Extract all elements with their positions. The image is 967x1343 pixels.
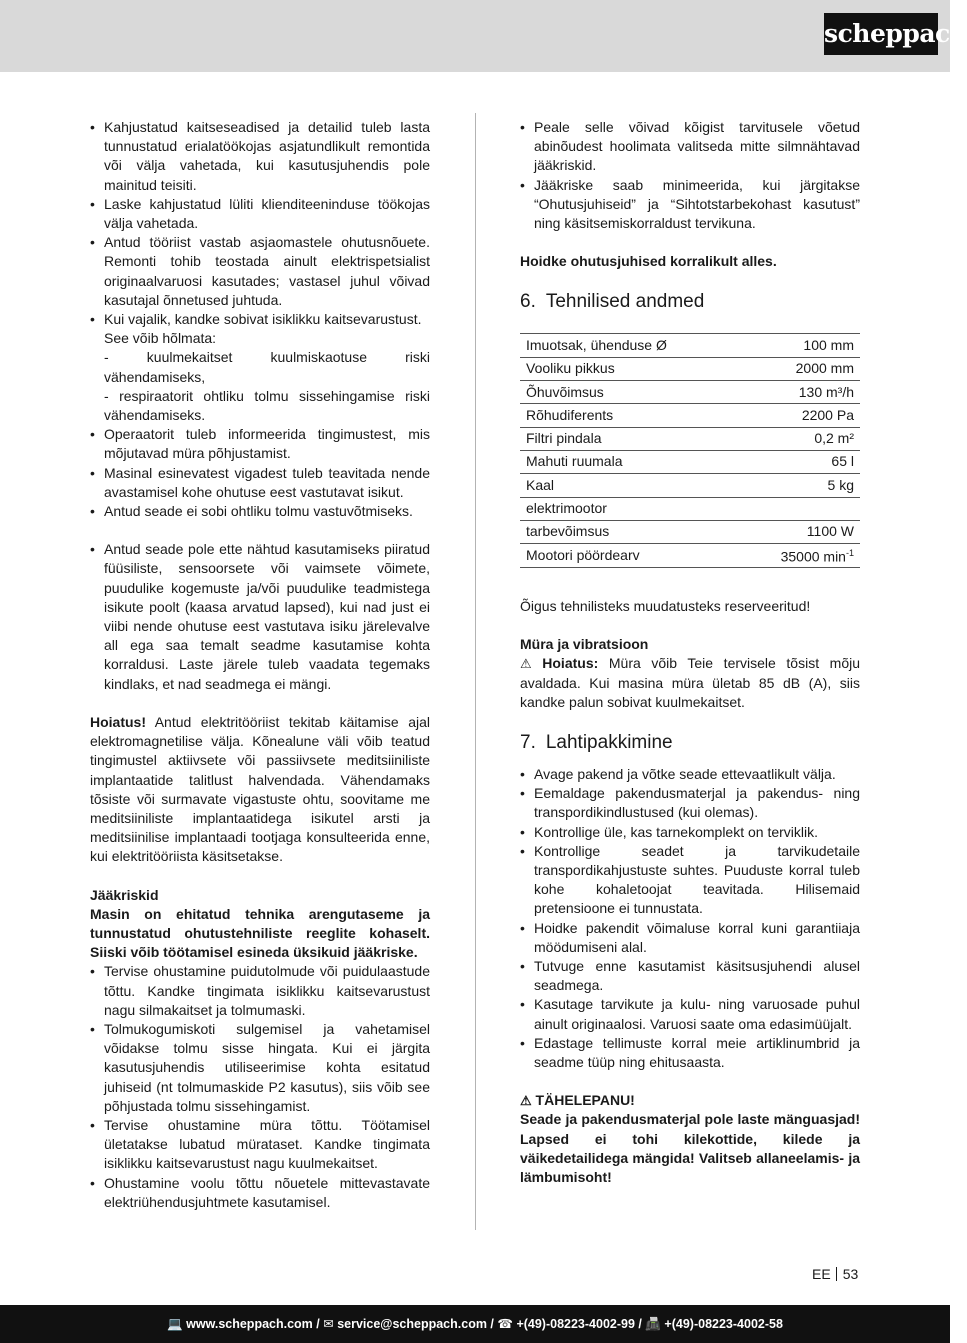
list-item: • Kontrollige seadet ja tarvikudetaile transpordikahjustuste suhtes. Puuduste korral tuleb kohe kohaletoojat teavitada. Hilisemaid pretensioone ei tunnustata. <box>520 842 860 919</box>
table-row: Vooliku pikkus 2000 mm <box>520 357 860 380</box>
section-7-heading: 7. Lahtipakkimine <box>520 731 673 753</box>
attention-title: ⚠ TÄHELEPANU! <box>520 1091 860 1110</box>
table-row: Imuotsak, ühenduse Ø 100 mm <box>520 334 860 357</box>
right-column <box>520 118 860 1187</box>
list-item: • Avage pakend ja võtke seade ettevaatlikult välja. <box>520 765 860 784</box>
keep-instructions-notice: Hoidke ohutusjuhised korralikult alles. <box>520 253 777 270</box>
column-divider <box>475 113 476 1230</box>
fax-icon: 📠 <box>645 1317 661 1331</box>
emf-warning <box>90 713 430 867</box>
scheppach-logo: scheppach <box>824 13 938 55</box>
unpacking-bullets <box>520 765 860 1072</box>
noise-title: Müra ja vibratsioon <box>520 636 649 653</box>
list-item: • Ohustamine voolu tõttu nõuetele mittevastavate elektriühendusjuhtmete kasutamisel. <box>90 1174 430 1212</box>
list-item: • Hoidke pakendit võimaluse korral kuni garantiiaja möödumiseni alal. <box>520 919 860 957</box>
list-item: • Antud seade pole ette nähtud kasutamiseks piiratud füüsiliste, sensoorsete või vaimsete võimete, puudulike kogemuste ja/või puudulike teadmistega isikute poolt (kaasa arvatud lapsed), kui nad just ei viibi nende ohutuse eest vastutava isiku järelevalve all ega saa temalt seadme kasutamise kohta korraldusi. Laste järele tuleb vaadata tegemaks kindlaks, et nad seadmega ei mängi. <box>90 540 430 694</box>
table-row: elektrimootor <box>520 497 860 520</box>
table-row: Mootori pöördearv 35000 $\min^{-1}$ <box>520 544 860 568</box>
spec-table <box>520 333 860 568</box>
list-item: • Kasutage tarvikute ja kulu- ning varuosade puhul ainult originaalosi. Varuosi saate oma edasimüüjalt. <box>520 995 860 1033</box>
rights-notice: Õigus tehnilisteks muudatusteks reserveeritud! <box>520 597 811 614</box>
persons-bullet <box>90 540 430 694</box>
list-item: • Kahjustatud kaitseseadised ja detailid tuleb lasta tunnustatud erialatöökojas asjatundlikult remontida või välja vahetada, kui kasutusjuhendis pole mainitud teisiti. <box>90 118 430 195</box>
footer-email[interactable]: service@scheppach.com <box>337 1317 487 1331</box>
ppe-line: - kuulmekaitset kuulmiskaotuse riski vähendamiseks, <box>104 349 430 385</box>
list-item: • Antud seade ei sobi ohtliku tolmu vastuvõtmiseks. <box>90 502 430 521</box>
table-row: Filtri pindala 0,2 m² <box>520 427 860 450</box>
residual-risks-bullets <box>90 962 430 1212</box>
list-item: • Tervise ohustamine müra tõttu. Töötamisel ületatakse lubatud mürataset. Kandke tingimata isiklikku kaitsevarustust nagu kuulmekaitset. <box>90 1116 430 1174</box>
table-row: Mahuti ruumala 65 l <box>520 450 860 473</box>
list-item: • Edastage tellimuste korral meie artiklinumbrid ja seadme tüüp ning ehitusaasta. <box>520 1034 860 1072</box>
list-item: • Antud tööriist vastab asjaomastele ohutusnõuete. Remonti tohib teostada ainult elektrispetsialist originaalvaruosi kasutades; vastasel juhul võivad kasutajal õnnetused juhtuda. <box>90 233 430 310</box>
page-number: EE 53 <box>812 1266 859 1282</box>
warning-label: Hoiatus! <box>90 713 146 730</box>
table-row: Rõhudiferents 2200 Pa <box>520 404 860 427</box>
list-item: • Eemaldage pakendusmaterjal ja pakendus- ning transpordikindlustused (kui olemas). <box>520 784 860 822</box>
warning-text: Antud elektritööriist tekitab käitamise ajal elektromagnetilise välja. Kõnealune väli võib teatud tingimustel aktiivsete või passiivsete meditsiiniliste implantaatide talitlust halvendada. Vähendamaks tõsiste või surmavate vigastuste ohtu, soovitame me meditsiiniliste implantaatidega isikutel arsti ja meditsiinilise implantaadi tootjaga konsulteerida enne, kui elektritööriista käsitsetakse. <box>90 713 430 865</box>
mail-icon: ✉ <box>323 1317 334 1331</box>
attention-text: Seade ja pakendusmaterjal pole laste mänguasjad! Lapsed ei tohi kilekottide, kilede ja väikedetailidega mängida! Valitseb allaneelamis- ja lämbumisoht! <box>520 1111 860 1186</box>
computer-icon: 💻 <box>167 1317 183 1331</box>
list-item: • Jääkriske saab minimeerida, kui järgitakse “Ohutusjuhiseid” ja “Sihtotstarbekohast kasutust” ning käsitsemiskorraldust tervikuna. <box>520 176 860 234</box>
table-row: Kaal 5 kg <box>520 474 860 497</box>
list-item: • Operaatorit tuleb informeerida tingimustest, mis mõjutavad müra põhjustamist. <box>90 425 430 463</box>
residual-risks-intro: Masin on ehitatud tehnika arengutaseme ja tunnustatud ohutustehniliste reeglite kohaselt. Siiski võib töötamisel esineda üksikuid jääkriske. <box>90 905 430 961</box>
section-6-heading: 6. Tehnilised andmed <box>520 291 705 313</box>
list-item: • Tervise ohustamine puidutolmude või puidulaastude tõttu. Kandke tingimata isiklikku kaitsevarustust nagu silmakaitset ja tolmumaski. <box>90 962 430 1020</box>
ppe-line: - respiraatorit ohtliku tolmu sissehingamise riski vähendamiseks. <box>104 387 430 424</box>
residual-risks-title: Jääkriskid <box>90 886 159 903</box>
warning-triangle-icon: ⚠ <box>520 1093 532 1109</box>
list-item: • Masinal esinevatest vigadest tuleb teavitada nende avastamisel kohe ohutuse eest vastutavat isikut. <box>90 464 430 502</box>
residual-risks-bullets-cont <box>520 118 860 233</box>
noise-warning: ⚠ Hoiatus: Müra võib Teie tervisele tõsist mõju avaldada. Kui masina müra ületab 85 dB (A), siis kandke palun sobivat kuulmekaitset. <box>520 655 861 710</box>
footer-fax[interactable]: +(49)-08223-4002-58 <box>664 1317 783 1331</box>
footer-web[interactable]: www.scheppach.com <box>186 1317 313 1331</box>
ppe-main: • Kui vajalik, kandke sobivat isiklikku kaitsevarustust. <box>104 311 422 328</box>
left-column <box>90 118 430 1212</box>
list-item: • Peale selle võivad kõigist tarvitusele võetud abinõudest hoolimata valitseda mitte silmnähtavad jääkriskid. <box>520 118 860 176</box>
list-item: • Tutvuge enne kasutamist käsitsusjuhendi alusel seadmega. <box>520 957 860 995</box>
list-item: • Laske kahjustatud lüliti klienditeeninduse töökojas välja vahetada. <box>90 195 430 233</box>
phone-icon: ☎ <box>497 1317 513 1331</box>
list-item: • Tolmukogumiskoti sulgemisel ja vahetamisel võidakse tolmu sisse hingata. Kui ei järgita kasutusjuhendis utiliseerimise kohta esitatud juhiseid (nt tolmumaskide P2 kasutus), siis võib see põhjustada tolmu sissehingamist. <box>90 1020 430 1116</box>
safety-bullets-1 <box>90 118 430 521</box>
list-item: • Kontrollige üle, kas tarnekomplekt on terviklik. <box>520 823 860 842</box>
ppe-line: See võib hõlmata: <box>104 330 217 347</box>
table-row: tarbevõimsus 1100 W <box>520 520 860 543</box>
footer-bar: 💻 www.scheppach.com / ✉ service@scheppach.com / ☎ +(49)-08223-4002-99 / 📠 +(49)-08223-4002-58 <box>0 1305 950 1343</box>
footer-phone[interactable]: +(49)-08223-4002-99 <box>516 1317 635 1331</box>
header-bar <box>0 0 967 72</box>
list-item-ppe <box>90 310 430 425</box>
warning-triangle-icon: ⚠ <box>520 656 532 672</box>
table-row: Õhuvõimsus 130 m³/h <box>520 381 860 404</box>
